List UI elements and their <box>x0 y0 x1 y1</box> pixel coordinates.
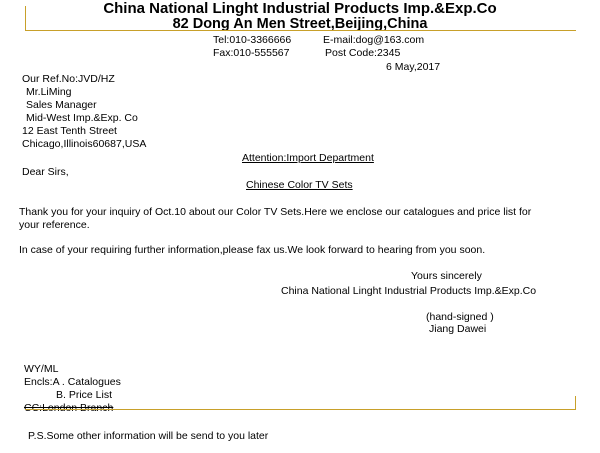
letter-date: 6 May,2017 <box>386 61 441 73</box>
footer-rule <box>25 409 576 410</box>
enclosure-b: B. Price List <box>56 389 113 401</box>
header-rule <box>25 30 576 31</box>
salutation: Dear Sirs, <box>22 166 69 178</box>
signature-note: (hand-signed ) <box>426 311 494 323</box>
header-rule-tick <box>25 6 26 31</box>
subject-line: Chinese Color TV Sets <box>246 179 353 191</box>
email: E-mail:dog@163.com <box>323 34 425 46</box>
initials: WY/ML <box>24 363 59 375</box>
enclosure-a: Encls:A . Catalogues <box>24 376 121 388</box>
complimentary-close: Yours sincerely <box>411 270 482 282</box>
company-address: 82 Dong An Men Street,Beijing,China <box>172 16 428 32</box>
paragraph-2: In case of your requiring further information,please fax us.We look forward to hearing from you soon. <box>19 244 486 256</box>
post-code: Post Code:2345 <box>325 47 401 59</box>
footer-rule-tick <box>575 396 576 410</box>
recipient-city: Chicago,Illinois60687,USA <box>22 138 147 150</box>
paragraph-1-line-1: Thank you for your inquiry of Oct.10 about our Color TV Sets.Here we enclose our catalogues and price list for <box>19 206 532 218</box>
signer-name: Jiang Dawei <box>429 323 487 335</box>
attention-line: Attention:Import Department <box>242 152 374 164</box>
recipient-street: 12 East Tenth Street <box>22 125 117 137</box>
reference-number: Our Ref.No:JVD/HZ <box>22 73 115 85</box>
closing-company: China National Linght Industrial Products Imp.&Exp.Co <box>281 285 537 297</box>
postscript: P.S.Some other information will be send to you later <box>28 430 269 442</box>
company-name: China National Linght Industrial Products Imp.&Exp.Co <box>103 0 497 17</box>
telephone: Tel:010-3366666 <box>213 34 292 46</box>
recipient-company: Mid-West Imp.&Exp. Co <box>26 112 138 124</box>
fax: Fax:010-555567 <box>213 47 290 59</box>
carbon-copy: CC:London Branch <box>24 402 114 414</box>
recipient-title: Sales Manager <box>26 99 97 111</box>
recipient-name: Mr.LiMing <box>26 86 72 98</box>
paragraph-1-line-2: your reference. <box>19 219 90 231</box>
